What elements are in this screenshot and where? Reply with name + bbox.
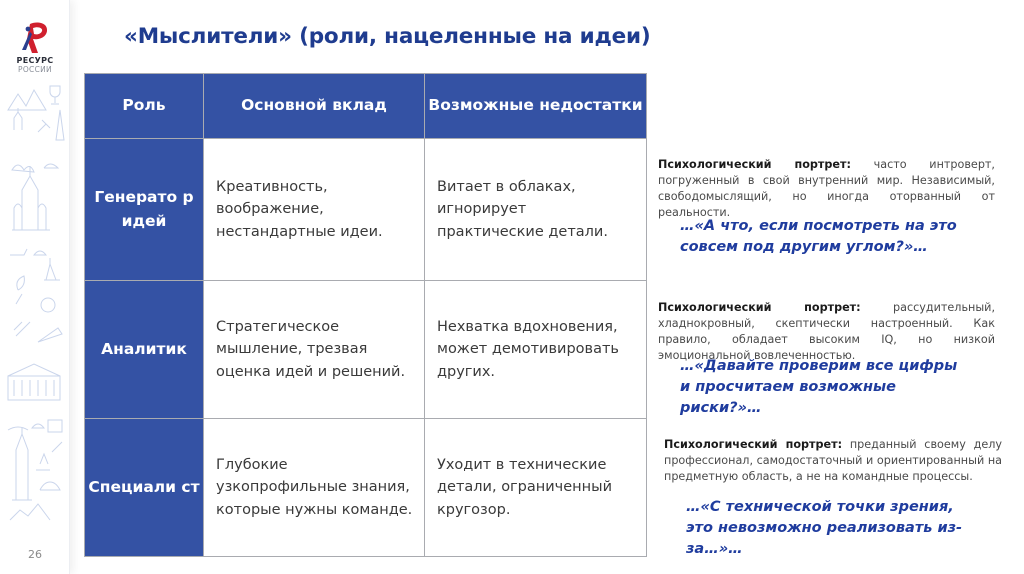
resursy-rossii-logo-icon (18, 20, 52, 54)
header-weakness: Возможные недостатки (425, 74, 647, 139)
contribution-cell: Креативность, воображение, нестандартные идеи. (204, 139, 425, 281)
table-row (85, 419, 647, 557)
weakness-cell: Нехватка вдохновения, может демотивировать других. (425, 281, 647, 419)
weakness-cell: Витает в облаках, игнорирует практические детали. (425, 139, 647, 281)
table-header-row (85, 74, 647, 139)
quote-analyst: …«Давайте проверим все цифры и просчитаем возможные риски?»… (680, 358, 958, 417)
page-number: 26 (28, 548, 42, 561)
quote-generator: …«А что, если посмотреть на это совсем под другим углом?»… (680, 218, 957, 256)
portrait-text: преданный своему делу профессионал, самодостаточный и ориентированный на предметную область, а не на командные процессы. (664, 438, 1003, 483)
role-cell: Аналитик (85, 281, 204, 419)
table-row (85, 281, 647, 419)
portrait-label: Психологический портрет: (658, 301, 861, 314)
roles-table (84, 73, 647, 557)
portrait-text: часто интроверт, погруженный в свой внутренний мир. Независимый, свободомыслящий, но иногда оторванный от реальности. (658, 158, 995, 219)
header-role: Роль (85, 74, 204, 139)
portrait-label: Психологический портрет: (664, 438, 843, 451)
logo (12, 20, 58, 74)
portrait-specialist (664, 437, 1002, 485)
role-cell: Генерато р идей (85, 139, 204, 281)
portrait-label: Психологический портрет: (658, 158, 851, 171)
table-row (85, 139, 647, 281)
header-contribution: Основной вклад (204, 74, 425, 139)
portrait-analyst (658, 300, 995, 364)
decorative-landmarks-icon (4, 80, 66, 530)
logo-text-line2: РОССИИ (18, 65, 52, 74)
role-cell: Специали ст (85, 419, 204, 557)
contribution-cell: Глубокие узкопрофильные знания, которые нужны команде. (204, 419, 425, 557)
sidebar (0, 0, 70, 574)
weakness-cell: Уходит в технические детали, ограниченный кругозор. (425, 419, 647, 557)
portrait-generator (658, 157, 995, 221)
contribution-cell: Стратегическое мышление, трезвая оценка идей и решений. (204, 281, 425, 419)
logo-text-line1: РЕСУРС (16, 56, 54, 65)
quote-specialist: …«С технической точки зрения, это невозможно реализовать из-за…»… (686, 499, 963, 558)
portrait-text: рассудительный, хладнокровный, скептически настроенный. Как правило, обладает высоким IQ, но низкой эмоциональной вовлеченностью. (658, 301, 996, 362)
page-title: «Мыслители» (роли, нацеленные на идеи) (124, 24, 651, 49)
